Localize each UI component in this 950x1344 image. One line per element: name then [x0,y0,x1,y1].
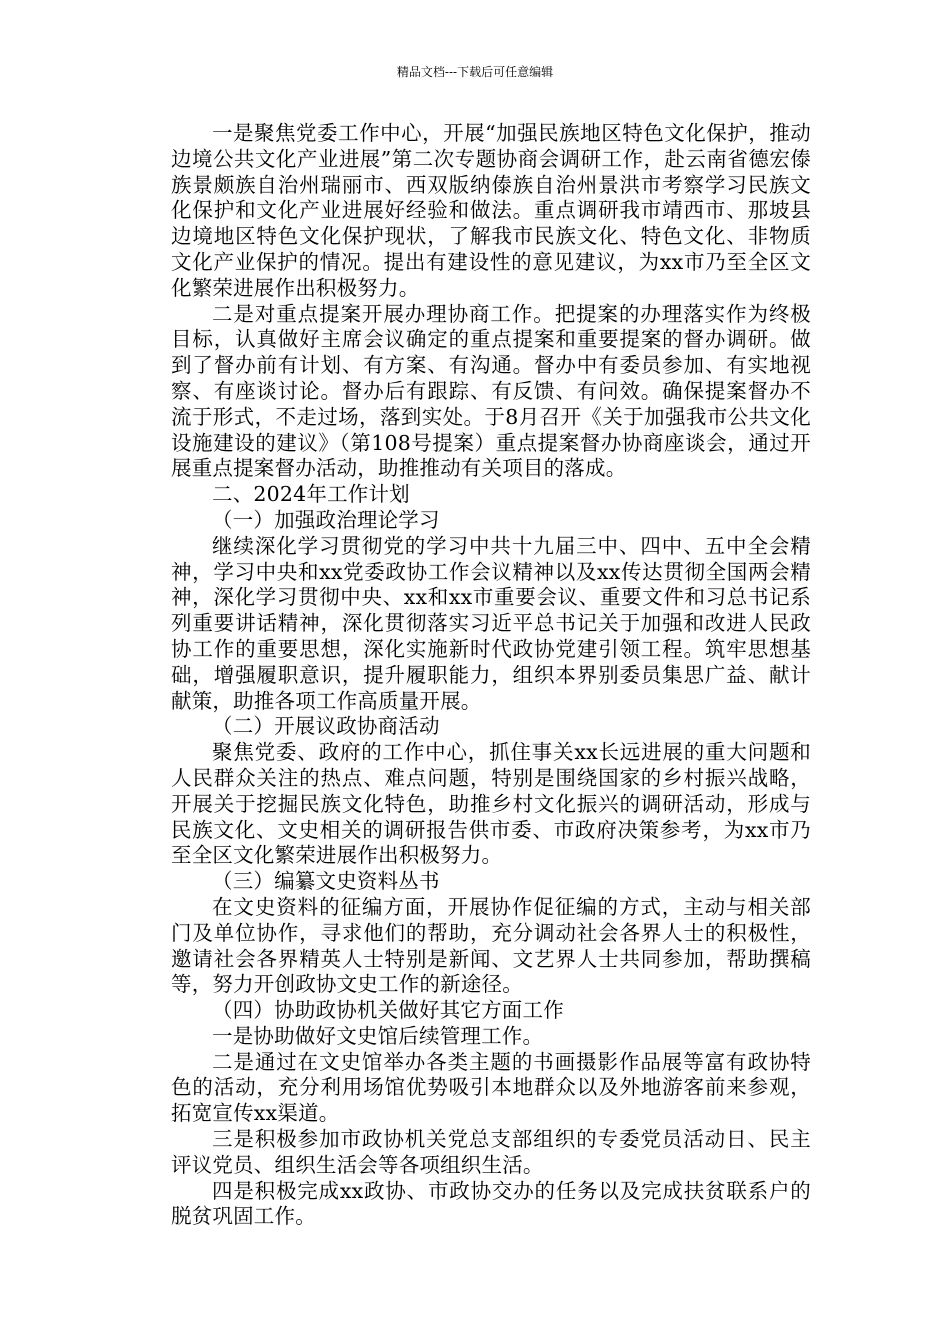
paragraph-other-work-3: 三是积极参加市政协机关党总支部组织的专委党员活动日、民主评议党员、组织生活会等各项组织生活。 [171,1127,811,1177]
subheading-literature-compilation: （三）编纂文史资料丛书 [212,869,440,894]
paragraph-consultation-activities: 聚焦党委、政府的工作中心，抓住事关xx长远进展的重大问题和人民群众关注的热点、难点问题，特别是围绕国家的乡村振兴战略，开展关于挖掘民族文化特色，助推乡村文化振兴的调研活动，形成与民族文化、文史相关的调研报告供市委、市政府决策参考，为xx市乃至全区文化繁荣进展作出积极努力。 [171,740,811,868]
page-header: 精品文档---下载后可任意编辑 [396,65,554,79]
paragraph-other-work-1: 一是协助做好文史馆后续管理工作。 [212,1023,544,1048]
paragraph-political-study: 继续深化学习贯彻党的学习中共十九届三中、四中、五中全会精神，学习中央和xx党委政协工作会议精神以及xx传达贯彻全国两会精神，深化学习贯彻中央、xx和xx市重要会议、重要文件和习总书记系列重要讲话精神，深化贯彻落实习近平总书记关于加强和改进人民政协工作的重要思想，深化实施新时代政协党建引领工程。筑牢思想基础，增强履职意识，提升履职能力，组织本界别委员集思广益、献计献策，助推各项工作高质量开展。 [171,533,811,713]
section-heading-work-plan: 二、2024年工作计划 [212,482,410,507]
subheading-other-work: （四）协助政协机关做好其它方面工作 [212,998,564,1023]
paragraph-research-work: 一是聚焦党委工作中心，开展“加强民族地区特色文化保护，推动边境公共文化产业进展”第二次专题协商会调研工作，赴云南省德宏傣族景颇族自治州瑞丽市、西双版纳傣族自治州景洪市考察学习民族文化保护和文化产业进展好经验和做法。重点调研我市靖西市、那坡县边境地区特色文化保护现状，了解我市民族文化、特色文化、非物质文化产业保护的情况。提出有建设性的意见建议，为xx市乃至全区文化繁荣进展作出积极努力。 [171,121,811,300]
paragraph-literature-compilation: 在文史资料的征编方面，开展协作促征编的方式，主动与相关部门及单位协作，寻求他们的帮助，充分调动社会各界人士的积极性，邀请社会各界精英人士特别是新闻、文艺界人士共同参加，帮助撰稿等，努力开创政协文史工作的新途径。 [171,894,811,997]
subheading-political-study: （一）加强政治理论学习 [212,507,440,532]
paragraph-other-work-2: 二是通过在文史馆举办各类主题的书画摄影作品展等富有政协特色的活动，充分利用场馆优势吸引本地群众以及外地游客前来参观，拓宽宣传xx渠道。 [171,1049,811,1126]
paragraph-other-work-4: 四是积极完成xx政协、市政协交办的任务以及完成扶贫联系户的脱贫巩固工作。 [171,1178,811,1229]
subheading-consultation-activities: （二）开展议政协商活动 [212,714,440,739]
paragraph-proposal-consultation: 二是对重点提案开展办理协商工作。把提案的办理落实作为终极目标，认真做好主席会议确定的重点提案和重要提案的督办调研。做到了督办前有计划、有方案、有沟通。督办中有委员参加、有实地视察、有座谈讨论。督办后有跟踪、有反馈、有问效。确保提案督办不流于形式，不走过场，落到实处。于8月召开《关于加强我市公共文化设施建设的建议》（第108号提案）重点提案督办协商座谈会，通过开展重点提案督办活动，助推推动有关项目的落成。 [171,301,811,481]
document-body [171,121,811,1230]
